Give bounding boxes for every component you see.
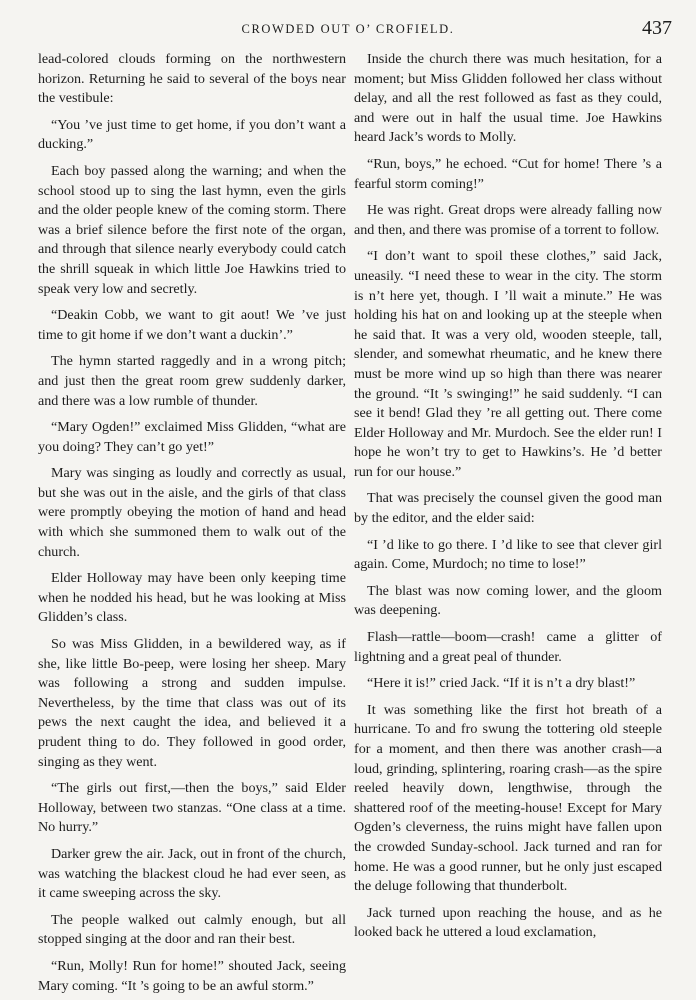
paragraph: Mary was singing as loudly and correctly as usual, but she was out in the aisle, and the girls of that class were promptly obeying the motion of hand and head with which she summoned them to walk out of the church.: [38, 465, 346, 560]
paragraph: That was precisely the counsel given the good man by the editor, and the elder said:: [354, 490, 662, 527]
paragraph: He was right. Great drops were already falling now and then, and there was promise of a torrent to follow.: [354, 202, 662, 238]
paragraph: The people walked out calmly enough, but all stopped singing at the door and ran their best.: [38, 911, 346, 948]
running-title: CROWDED OUT O’ CROFIELD.: [241, 22, 455, 36]
paragraph: Elder Holloway may have been only keeping time when he nodded his head, but he was looking at Miss Glidden’s class.: [38, 570, 346, 626]
paragraph: “Run, Molly! Run for home!” shouted Jack, seeing Mary coming. “It ’s going to be an awful storm.”: [38, 957, 346, 994]
paragraph: The blast was now coming lower, and the gloom was deepening.: [354, 582, 662, 619]
paragraph: Each boy passed along the warning; and when the school stood up to sing the last hymn, even the girls and the older people knew of the coming storm. There was a brief silence before the first note of the organ, and through that silence nearly everybody could catch the shrill squeak in which little Joe Hawkins tried to speak very low and secretly.: [38, 162, 346, 297]
paragraph: lead-colored clouds forming on the northwestern horizon. Returning he said to several of the boys near the vestibule:: [38, 51, 346, 107]
paragraph: Inside the church there was much hesitation, for a moment; but Miss Glidden followed her class without delay, and all the rest followed as fast as they could, and were out in half the usual time. Joe Hawkins heard Jack’s words to Molly.: [354, 51, 662, 146]
paragraph: “Mary Ogden!” exclaimed Miss Glidden, “what are you doing? They can’t go yet!”: [38, 419, 346, 455]
paragraph: “Here it is!” cried Jack. “If it is n’t a dry blast!”: [367, 675, 636, 692]
paragraph: Jack turned upon reaching the house, and as he looked back he uttered a loud exclamation,: [354, 904, 662, 941]
running-head: [0, 14, 696, 40]
page-number: 437: [642, 17, 672, 39]
paragraph: “Deakin Cobb, we want to git aout! We ’ve just time to git home if we don’t want a duckin’.”: [38, 307, 346, 343]
paragraph: “Run, boys,” he echoed. “Cut for home! There ’s a fearful storm coming!”: [354, 155, 662, 192]
paragraph: “You ’ve just time to get home, if you don’t want a ducking.”: [38, 116, 346, 153]
paragraph: Darker grew the air. Jack, out in front of the church, was watching the blackest cloud he had ever seen, as it came sweeping across the sky.: [38, 845, 346, 902]
paragraph: “I don’t want to spoil these clothes,” said Jack, uneasily. “I need these to wear in the city. The storm is n’t here yet, though. I ’ll wait a minute.” He was holding his hat on and looking up at the steeple when he said that. It was a very old, wooden steeple, tall, slender, and somewhat rheumatic, and he knew there must be more wind up so high than there was nearer the ground. “It ’s swinging!” he said suddenly. “I can see it bend! Glad they ’re all getting out. There come Elder Holloway and Mr. Murdoch. See the elder run! I hope he won’t try to get to Hawkins’s. He ’d better run for our house.”: [354, 248, 662, 480]
left-column: [38, 50, 346, 996]
paragraph: “I ’d like to go there. I ’d like to see that clever girl again. Come, Murdoch; no time to lose!”: [354, 536, 662, 573]
paragraph: The hymn started raggedly and in a wrong pitch; and just then the great room grew suddenly darker, and there was a low rumble of thunder.: [38, 353, 346, 409]
paragraph: “The girls out first,—then the boys,” said Elder Holloway, between two stanzas. “One class at a time. No hurry.”: [38, 780, 346, 836]
right-column: [354, 50, 662, 943]
paragraph: It was something like the first hot breath of a hurricane. To and fro swung the tottering old steeple for a moment, and then there was another crash—a loud, grinding, splintering, roaring crash—as the spire reeled heavily down, lengthwise, through the shattered roof of the meeting-house! Except for Mary Ogden’s cleverness, the ruins might have fallen upon the crowded Sunday-school. Jack turned and ran for home. He was a good runner, but he only just escaped the deluge following that thunderbolt.: [354, 701, 662, 895]
paragraph: So was Miss Glidden, in a bewildered way, as if she, like little Bo-peep, were losing her sheep. Mary was following a strong and sudden impulse. Nevertheless, by the time that class was out of its pews the next caught the idea, and believed it a prudent thing to do. They followed in good order, singing as they went.: [38, 636, 346, 770]
paragraph: Flash—rattle—boom—crash! came a glitter of lightning and a great peal of thunder.: [354, 629, 662, 665]
